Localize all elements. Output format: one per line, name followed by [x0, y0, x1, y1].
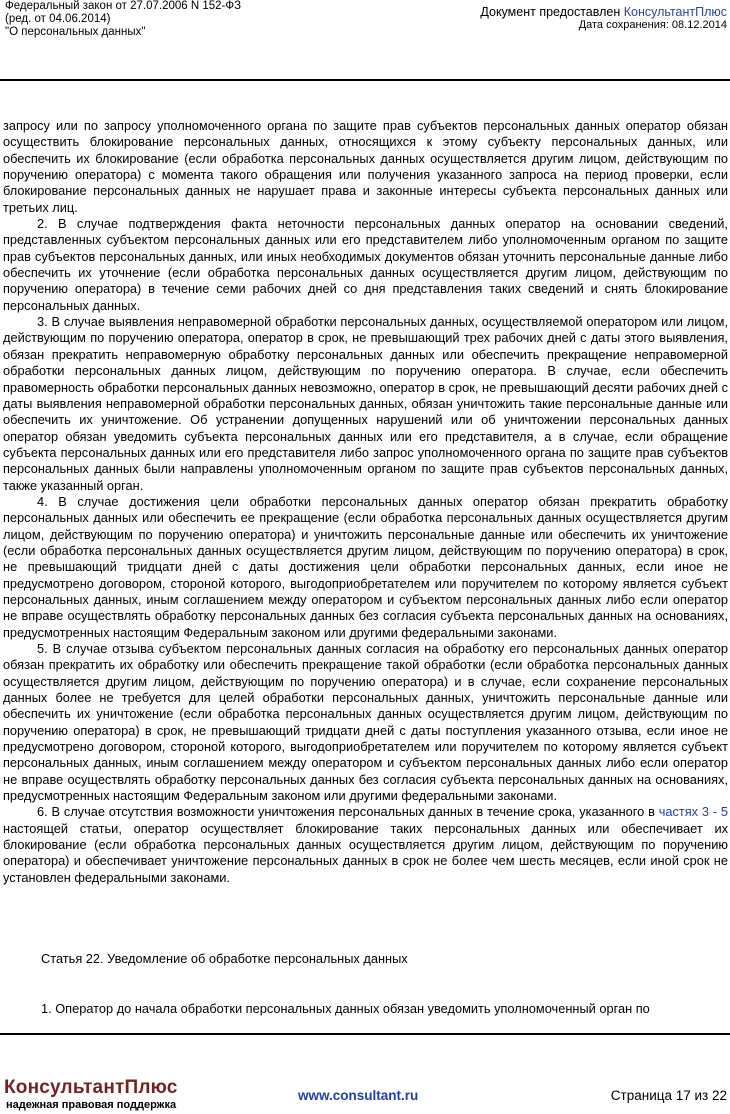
logo-tagline: надежная правовая поддержка	[6, 1099, 177, 1111]
paragraph-6-end: настоящей статьи, оператор осуществляет блокирование таких персональных данных или обеспечивает их блокирование (если обработка персональных данных осуществляется другим лицом, действующим по поручению оператора) и обеспечивает уничтожение персональных данных в срок не более чем шесть месяцев, если иной срок не установлен федеральными законами.	[3, 820, 728, 885]
paragraph-continuation: запросу или по запросу уполномоченного органа по защите прав субъектов персональных данных оператор обязан осуществить блокирование персональных данных, относящихся к этому субъекту персональных данных, или обеспечить их блокирование (если обработка персональных данных осуществляется другим лицом, действующим по поручению оператора) с момента такого обращения или получения указанного запроса на период проверки, если блокирование персональных данных не нарушает права и законные интересы субъекта персональных данных или третьих лиц.	[3, 118, 728, 215]
save-date: Дата сохранения: 08.12.2014	[578, 19, 727, 31]
parts-3-5-link[interactable]: частях 3 - 5	[658, 804, 728, 820]
law-title: Федеральный закон от 27.07.2006 N 152-ФЗ	[5, 0, 242, 12]
paragraph-6-start: 6. В случае отсутствия возможности уничтожения персональных данных в течение срока, указанного в	[37, 804, 659, 820]
article-22-paragraph-1: 1. Оператор до начала обработки персональных данных обязан уведомить уполномоченный орган по	[41, 1001, 650, 1016]
paragraph-3: 3. В случае выявления неправомерной обработки персональных данных, осуществляемой оператором или лицом, действующим по поручению оператора, оператор в срок, не превышающий трех рабочих дней с даты этого выявления, обязан прекратить неправомерную обработку персональных данных или обеспечить прекращение неправомерной обработки персональных данных лицом, действующим по поручению оператора. В случае, если обеспечить правомерность обработки персональных данных невозможно, оператор в срок, не превышающий десяти рабочих дней с даты выявления неправомерной обработки персональных данных, обязан уничтожить такие персональные данные или обеспечить их уничтожение. Об устранении допущенных нарушений или об уничтожении персональных данных оператор обязан уведомить субъекта персональных данных или его представителя, а в случае, если обращение субъекта персональных данных или его представителя либо запрос уполномоченного органа по защите прав субъектов персональных данных были направлены уполномоченным органом по защите прав субъектов персональных данных, также указанный орган.	[3, 314, 728, 493]
page-footer	[0, 1035, 730, 1114]
header-divider	[0, 79, 730, 81]
consultant-logo	[4, 1077, 178, 1112]
page-header	[0, 0, 730, 80]
law-reference	[5, 0, 241, 39]
law-edition: (ред. от 04.06.2014)	[5, 13, 111, 25]
paragraph-2: 2. В случае подтверждения факта неточности персональных данных оператор на основании сведений, представленных субъектом персональных данных или его представителем либо уполномоченным органом по защите прав субъектов персональных данных, или иных необходимых документов обязан уточнить персональные данные либо обеспечить их уточнение (если обработка персональных данных осуществляется другим лицом, действующим по поручению оператора) в течение семи рабочих дней со дня представления таких сведений и снять блокирование персональных данных.	[3, 216, 728, 313]
site-link[interactable]: www.consultant.ru	[298, 1088, 419, 1103]
paragraph-5: 5. В случае отзыва субъектом персональных данных согласия на обработку его персональных данных оператор обязан прекратить их обработку или обеспечить прекращение такой обработки (если обработка персональных данных осуществляется другим лицом, действующим по поручению оператора) и в случае, если сохранение персональных данных более не требуется для целей обработки персональных данных, уничтожить персональные данные или обеспечить их уничтожение (если обработка персональных данных осуществляется другим лицом, действующим по поручению оператора) в срок, не превышающий тридцати дней с даты поступления указанного отзыва, если иное не предусмотрено договором, стороной которого, выгодоприобретателем или поручителем по которому является субъект персональных данных, иным соглашением между оператором и субъектом персональных данных либо если оператор не вправе осуществлять обработку персональных данных без согласия субъекта персональных данных на основаниях, предусмотренных настоящим Федеральным законом или другими федеральными законами.	[3, 641, 728, 804]
law-name: "О персональных данных"	[5, 26, 146, 38]
provider-brand-link[interactable]: КонсультантПлюс	[623, 5, 727, 19]
article-22-heading: Статья 22. Уведомление об обработке персональных данных	[41, 951, 408, 966]
page-number: Страница 17 из 22	[610, 1088, 727, 1103]
document-provider	[480, 5, 727, 32]
document-body	[3, 118, 728, 886]
provided-by-text: Документ предоставлен	[480, 5, 624, 19]
paragraph-6	[3, 804, 728, 886]
paragraph-4: 4. В случае достижения цели обработки персональных данных оператор обязан прекратить обработку персональных данных или обеспечить ее прекращение (если обработка персональных данных осуществляется другим лицом, действующим по поручению оператора) и уничтожить персональные данные или обеспечить их уничтожение (если обработка персональных данных осуществляется другим лицом, действующим по поручению оператора) в срок, не превышающий тридцати дней с даты достижения цели обработки персональных данных, если иное не предусмотрено договором, стороной которого, выгодоприобретателем или поручителем по которому является субъект персональных данных, иным соглашением между оператором и субъектом персональных данных либо если оператор не вправе осуществлять обработку персональных данных без согласия субъекта персональных данных на основаниях, предусмотренных настоящим Федеральным законом или другими федеральными законами.	[3, 493, 728, 640]
logo-name: КонсультантПлюс	[4, 1077, 178, 1098]
